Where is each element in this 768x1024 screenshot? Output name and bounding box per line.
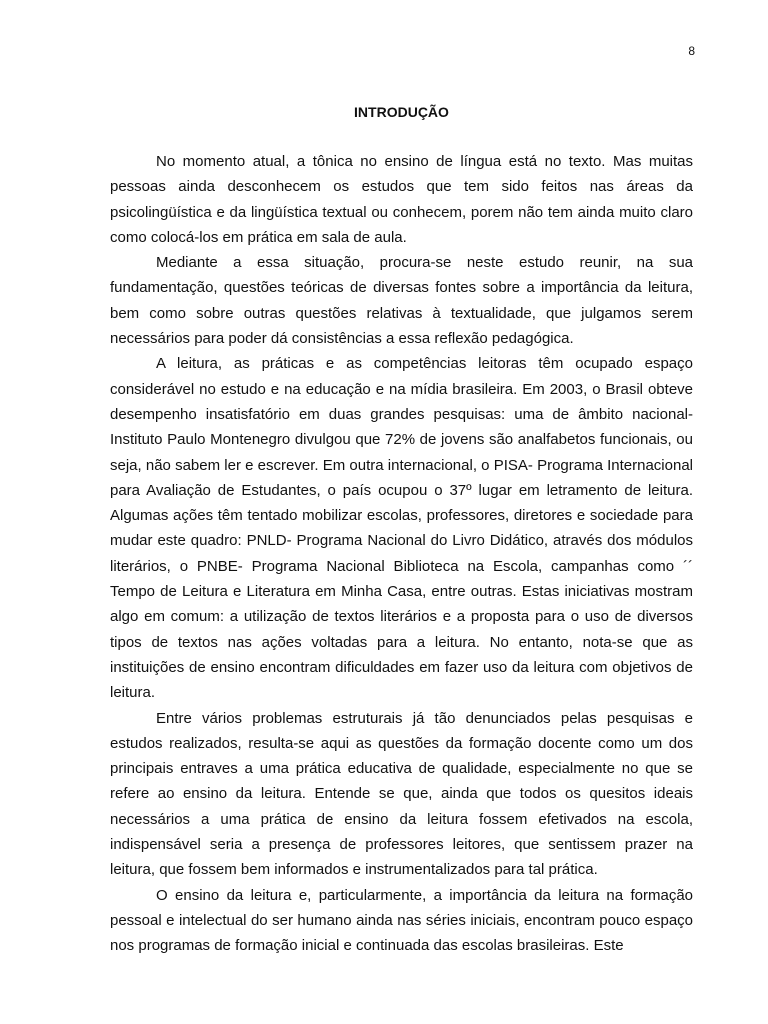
paragraph: Mediante a essa situação, procura-se neste estudo reunir, na sua fundamentação, questões teóricas de diversas fontes sobre a importância da leitura, bem como sobre outras questões relativas à textualidade, que julgamos serem necessários para poder dá consistências a essa reflexão pedagógica. (110, 254, 693, 348)
paragraph: A leitura, as práticas e as competências leitoras têm ocupado espaço considerável no estudo e na educação e na mídia brasileira. Em 2003, o Brasil obteve desempenho insatisfatório em duas grandes pesquisas: uma de âmbito nacional- Instituto Paulo Montenegro divulgou que 72% de jovens são analfabetos funcionais, ou seja, não sabem ler e escrever. Em outra internacional, o PISA- Programa Internacional para Avaliação de Estudantes, o país ocupou o 37º lugar em letramento de leitura. Algumas ações têm tentado mobilizar escolas, professores, diretores e sociedade para mudar este quadro: PNLD- Programa Nacional do Livro Didático, através dos módulos literários, o PNBE- Programa Nacional Biblioteca na Escola, campanhas como ´´ Tempo de Leitura e Literatura em Minha Casa, entre outras. Estas iniciativas mostram algo em comum: a utilização de textos literários e a proposta para o uso de diversos tipos de textos nas ações voltadas para a leitura. No entanto, nota-se que as instituições de ensino encontram dificuldades em fazer uso da leitura com objetivos de leitura. (110, 355, 693, 702)
page-number: 8 (688, 44, 695, 58)
page-title: INTRODUÇÃO (354, 104, 449, 120)
body-text (110, 149, 693, 959)
paragraph: No momento atual, a tônica no ensino de língua está no texto. Mas muitas pessoas ainda desconhecem os estudos que tem sido feitos nas áreas da psicolingüística e da lingüística textual ou conhecem, porem não tem ainda muito claro como colocá-los em prática em sala de aula. (110, 153, 693, 246)
paragraph: Entre vários problemas estruturais já tão denunciados pelas pesquisas e estudos realizados, resulta-se aqui as questões da formação docente como um dos principais entraves a uma prática educativa de qualidade, especialmente no que se refere ao ensino da leitura. Entende se que, ainda que todos os quesitos ideais necessários a uma prática de ensino da leitura fossem efetivados na escola, indispensável seria a presença de professores leitores, que sentissem prazer na leitura, que fossem bem informados e instrumentalizados para tal prática. (110, 709, 693, 879)
paragraph: O ensino da leitura e, particularmente, a importância da leitura na formação pessoal e intelectual do ser humano ainda nas séries iniciais, encontram pouco espaço nos programas de formação inicial e continuada das escolas brasileiras. Este (110, 886, 693, 955)
